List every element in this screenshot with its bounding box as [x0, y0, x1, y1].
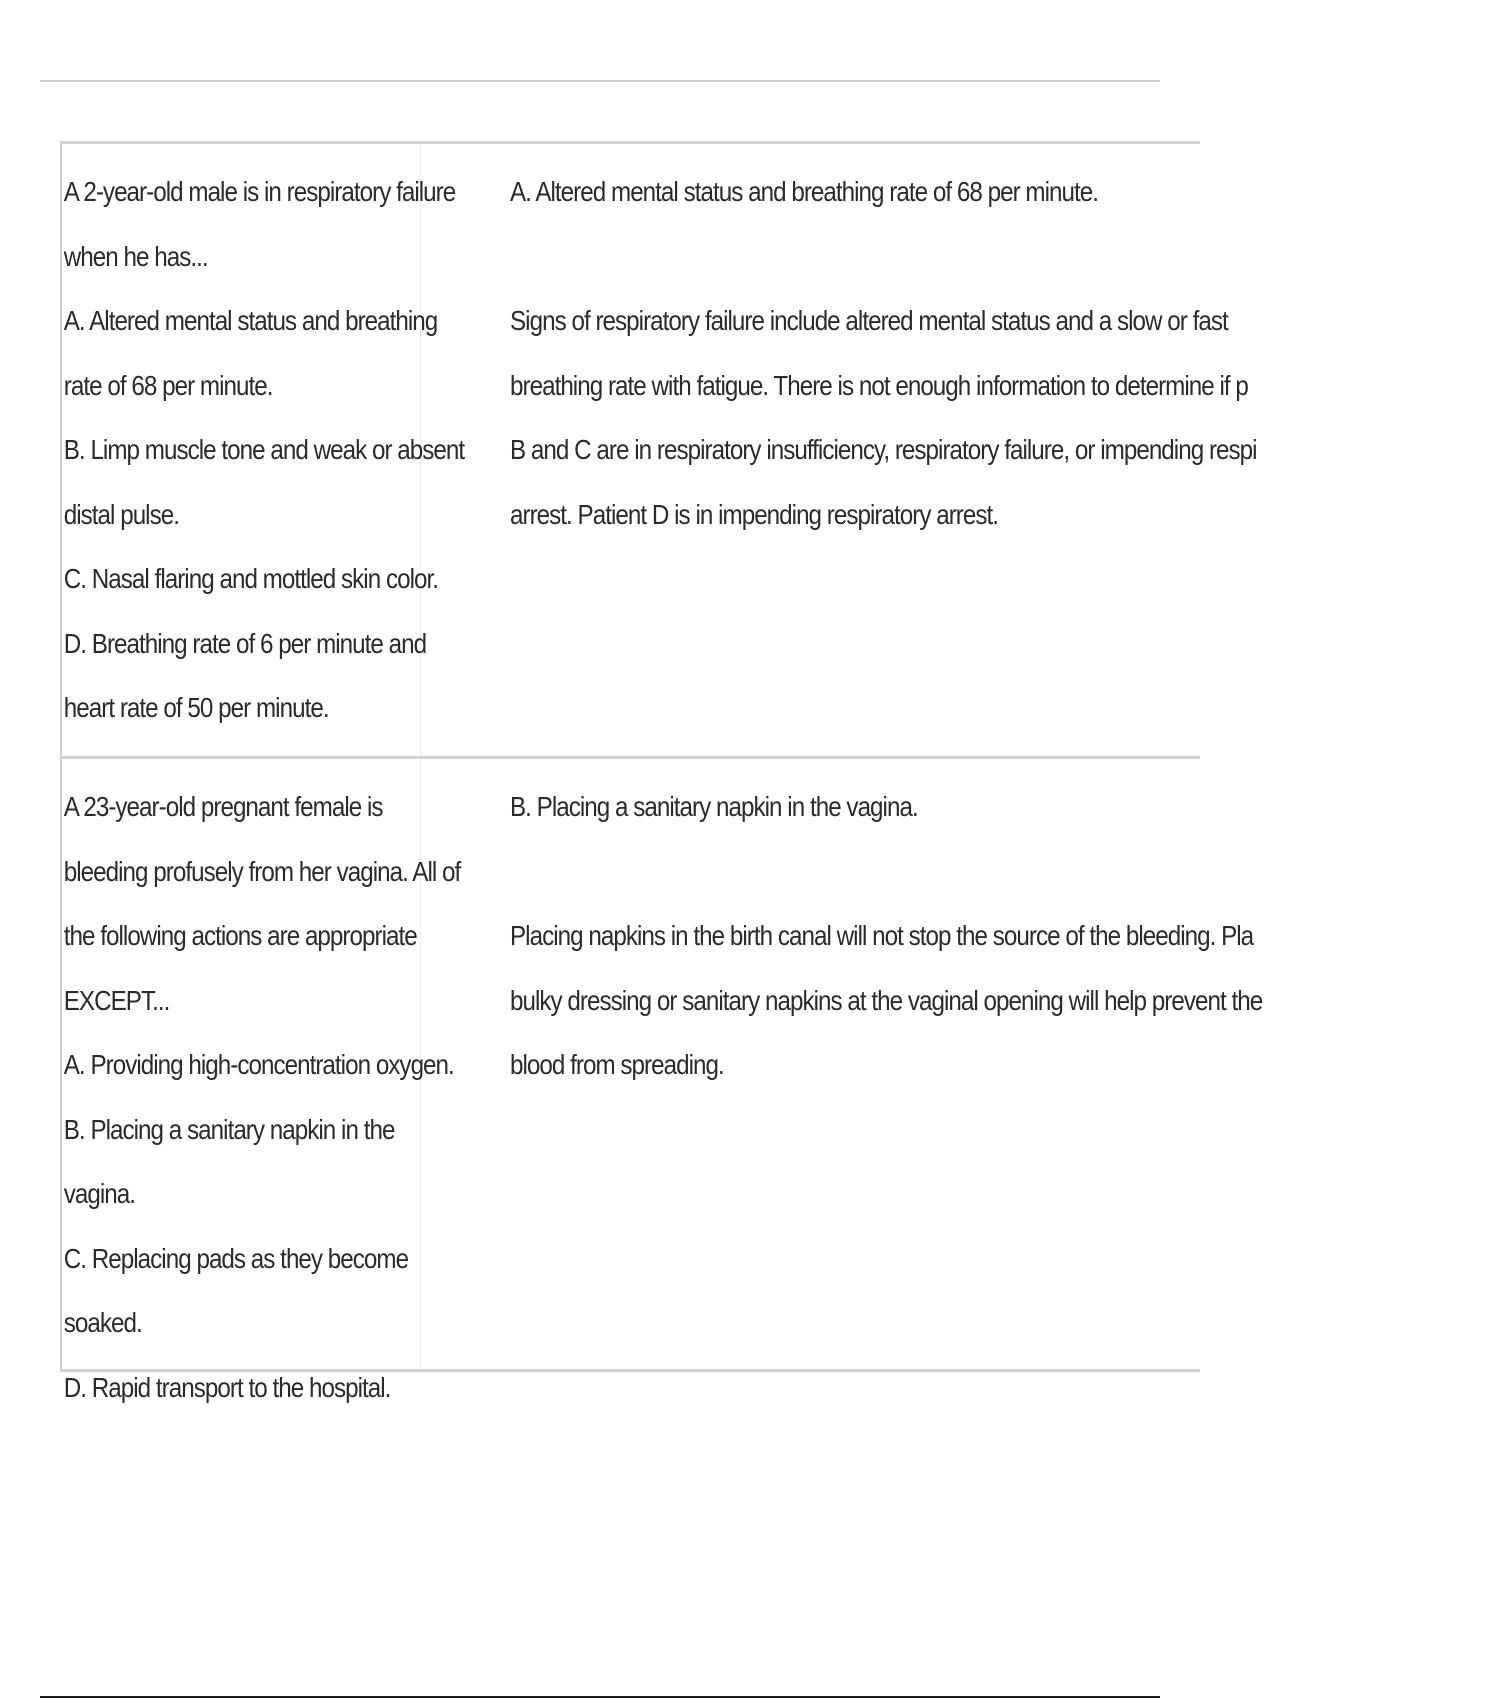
term-line: D. Breathing rate of 6 per minute and	[63, 627, 427, 659]
explanation-line: bulky dressing or sanitary napkins at the vaginal opening will help prevent the	[510, 984, 1263, 1016]
term-line: bleeding profusely from her vagina. All of	[63, 855, 461, 887]
term-line: the following actions are appropriate	[63, 920, 417, 951]
flashcard-definition	[470, 144, 1510, 756]
term-line: A. Providing high-concentration oxygen.	[63, 1049, 454, 1080]
term-line: B. Limp muscle tone and weak or absent	[63, 434, 465, 465]
term-line: EXCEPT...	[63, 984, 170, 1016]
flashcard-term	[62, 759, 461, 1403]
term-line: soaked.	[63, 1307, 142, 1338]
answer-text: B. Placing a sanitary napkin in the vagina.	[510, 791, 918, 822]
term-line: D. Rapid transport to the hospital.	[63, 1371, 391, 1403]
flashcard-definition	[470, 759, 1510, 1369]
term-line: B. Placing a sanitary napkin in the vagina.	[63, 1113, 395, 1209]
bottom-divider	[40, 1696, 1160, 1698]
explanation-line: blood from spreading.	[510, 1049, 724, 1080]
spacer	[510, 840, 1390, 905]
flashcard	[60, 756, 1263, 1403]
explanation-line: B and C are in respiratory insufficiency, respiratory failure, or impending respi	[510, 434, 1257, 465]
explanation-line: Placing napkins in the birth canal will not stop the source of the bleeding. Pla	[510, 920, 1254, 951]
term-line: A 23-year-old pregnant female is	[63, 791, 383, 822]
term-line: when he has...	[63, 240, 208, 272]
answer-text: A. Altered mental status and breathing rate of 68 per minute.	[510, 176, 1099, 207]
spacer	[510, 225, 1390, 290]
explanation-line: Signs of respiratory failure include altered mental status and a slow or fast	[510, 305, 1228, 336]
term-line: A 2-year-old male is in respiratory failure	[63, 176, 456, 207]
term-line: C. Nasal flaring and mottled skin color.	[63, 563, 438, 594]
flashcard-list	[60, 141, 1263, 1403]
term-line: C. Replacing pads as they become	[63, 1242, 409, 1274]
flashcard	[60, 141, 1257, 756]
term-line: heart rate of 50 per minute.	[63, 692, 329, 723]
term-line: A. Altered mental status and breathing	[63, 305, 438, 336]
explanation-line: breathing rate with fatigue. There is not enough information to determine if p	[510, 369, 1248, 401]
explanation-line: arrest. Patient D is in impending respiratory arrest.	[510, 498, 999, 530]
term-line: rate of 68 per minute.	[63, 369, 273, 401]
top-divider	[40, 80, 1160, 82]
flashcard-term	[62, 144, 465, 756]
term-line: distal pulse.	[63, 498, 179, 530]
